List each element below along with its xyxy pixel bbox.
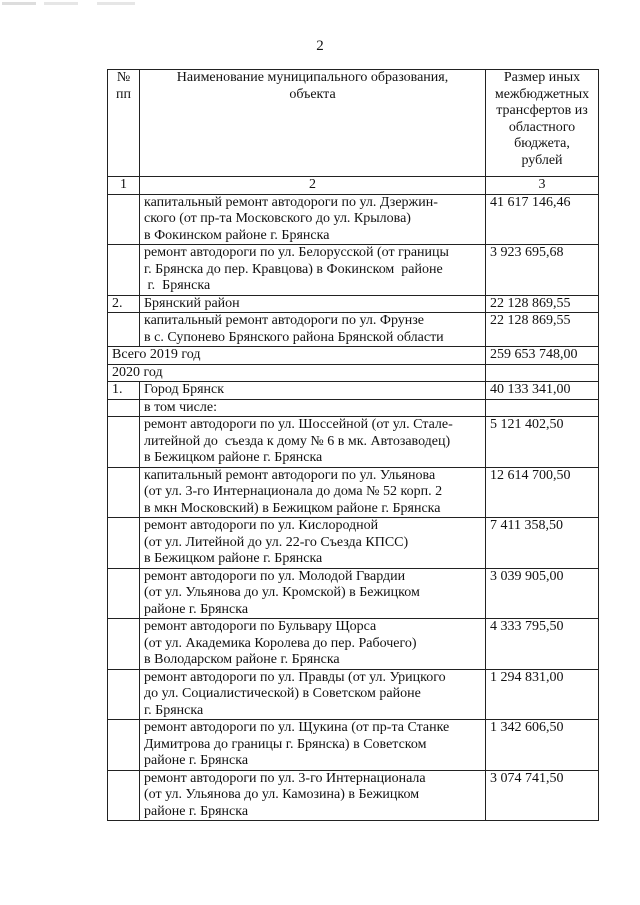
row-number-cell — [108, 619, 140, 670]
amount-cell: 41 617 146,46 — [486, 194, 599, 245]
object-name-line: Димитрова до границы г. Брянска) в Советском — [144, 736, 427, 752]
row-number-cell — [108, 245, 140, 296]
header-line: пп — [116, 86, 131, 102]
object-name-line: ремонт автодороги по ул. Белорусской (от границы — [144, 245, 449, 260]
object-name-line: г. Брянска — [144, 702, 204, 718]
header-line: областного — [508, 119, 576, 135]
header-line: бюджета, — [514, 136, 570, 151]
object-name-line: (от ул. Ульянова до ул. Камозина) в Бежицком — [144, 787, 420, 802]
table-row — [108, 417, 599, 468]
table-row — [108, 194, 599, 245]
object-name-line: Город Брянск — [144, 382, 225, 397]
table-row — [108, 399, 599, 417]
amount-cell: 5 121 402,50 — [486, 417, 599, 468]
object-name-line: до ул. Социалистической) в Советском районе — [144, 686, 421, 701]
object-name-line: районе г. Брянска — [144, 753, 249, 768]
amount-cell: 22 128 869,55 — [486, 295, 599, 313]
object-name-cell — [140, 245, 486, 296]
table-row — [108, 245, 599, 296]
amount-cell: 22 128 869,55 — [486, 313, 599, 347]
amount-cell: 3 039 905,00 — [486, 568, 599, 619]
table-row — [108, 669, 599, 720]
column-index-row — [108, 177, 599, 195]
table-row — [108, 364, 599, 382]
table-row — [108, 518, 599, 569]
object-name-line: (от ул. Литейной до ул. 22-го Съезда КПСС) — [144, 534, 409, 550]
header-line: трансфертов из — [496, 103, 588, 118]
object-name-cell — [140, 382, 486, 400]
header-line: рублей — [521, 152, 563, 168]
column-index-cell: 2 — [140, 177, 486, 195]
header-line: Наименование муниципального образования, — [176, 70, 449, 85]
amount-cell: 12 614 700,50 — [486, 467, 599, 518]
scan-artifact — [2, 2, 192, 5]
object-name-line: в Володарском районе г. Брянска — [144, 652, 340, 667]
object-name-line: районе г. Брянска — [144, 803, 249, 819]
amount-cell: 40 133 341,00 — [486, 382, 599, 400]
object-name-line: районе г. Брянска — [144, 601, 249, 617]
object-name-cell — [140, 194, 486, 245]
object-name-line: в Бежицком районе г. Брянска — [144, 450, 323, 465]
row-number-cell — [108, 568, 140, 619]
row-number-cell — [108, 417, 140, 468]
object-name-line: капитальный ремонт автодороги по ул. Ульянова — [144, 467, 436, 483]
object-name-cell — [140, 313, 486, 347]
column-index-cell: 3 — [486, 177, 599, 195]
object-name-cell — [140, 619, 486, 670]
object-name-cell — [140, 295, 486, 313]
object-name-line: ремонт автодороги по ул. Шоссейной (от ул. Стале- — [144, 417, 453, 432]
amount-cell: 3 923 695,68 — [486, 245, 599, 296]
amount-cell — [486, 364, 599, 382]
row-number-cell — [108, 518, 140, 569]
header-name-cell — [140, 70, 486, 177]
object-name-line: в мкн Московский) в Бежицком районе г. Брянска — [144, 500, 441, 516]
table-row — [108, 295, 599, 313]
object-name-line: ского (от пр-та Московского до ул. Крылова) — [144, 211, 411, 226]
row-number-cell — [108, 399, 140, 417]
object-name-line: (от ул. 3-го Интернационала до дома № 52 корп. 2 — [144, 484, 443, 499]
amount-cell: 1 342 606,50 — [486, 720, 599, 771]
object-name-cell — [140, 417, 486, 468]
amount-cell — [486, 399, 599, 417]
object-name-line: ремонт автодороги по ул. Молодой Гвардии — [144, 568, 406, 584]
table-body — [108, 70, 599, 821]
object-name-cell — [140, 467, 486, 518]
header-line: № — [116, 70, 131, 85]
header-line: Размер иных — [503, 70, 581, 85]
amount-cell: 7 411 358,50 — [486, 518, 599, 569]
object-name-cell — [140, 399, 486, 417]
object-name-line: в с. Супонево Брянского района Брянской области — [144, 329, 444, 345]
table-row — [108, 313, 599, 347]
table-row — [108, 770, 599, 821]
object-name-line: в том числе: — [144, 399, 217, 415]
table-row — [108, 467, 599, 518]
page-number: 2 — [316, 38, 324, 54]
column-index-cell: 1 — [108, 177, 140, 195]
object-name-line: ремонт автодороги по ул. 3-го Интернационала — [144, 770, 426, 786]
transfers-table — [107, 69, 599, 821]
object-name-line: Брянский район — [144, 295, 240, 311]
amount-cell: 4 333 795,50 — [486, 619, 599, 670]
amount-cell: 3 074 741,50 — [486, 770, 599, 821]
object-name-line: ремонт автодороги по Бульвару Щорса — [144, 619, 377, 634]
object-name-line: капитальный ремонт автодороги по ул. Фрунзе — [144, 313, 425, 328]
object-name-line: капитальный ремонт автодороги по ул. Дзержин- — [144, 194, 438, 210]
object-name-line: г. Брянска до пер. Кравцова) в Фокинском районе — [144, 261, 443, 277]
row-number-cell — [108, 720, 140, 771]
row-number-cell: 1. — [108, 382, 140, 400]
object-name-line: в Бежицком районе г. Брянска — [144, 551, 323, 566]
header-amount-cell — [486, 70, 599, 177]
object-name-line: (от ул. Академика Королева до пер. Рабочего) — [144, 635, 417, 651]
amount-cell: 259 653 748,00 — [486, 347, 599, 365]
object-name-cell — [140, 669, 486, 720]
object-name-line: г. Брянска — [144, 278, 211, 293]
object-name-line: ремонт автодороги по ул. Правды (от ул. Урицкого — [144, 669, 446, 685]
object-name-cell — [140, 720, 486, 771]
row-number-cell — [108, 313, 140, 347]
header-number-cell — [108, 70, 140, 177]
table-header-row — [108, 70, 599, 177]
row-number-cell — [108, 467, 140, 518]
row-number-cell — [108, 194, 140, 245]
object-name-cell — [140, 568, 486, 619]
table-row — [108, 347, 599, 365]
amount-cell: 1 294 831,00 — [486, 669, 599, 720]
header-line: межбюджетных — [494, 86, 590, 102]
object-name-line: литейной до съезда к дому № 6 в мк. Автозаводец) — [144, 433, 451, 449]
row-label-cell: 2020 год — [108, 364, 486, 382]
object-name-line: ремонт автодороги по ул. Кислородной — [144, 518, 379, 533]
row-number-cell — [108, 669, 140, 720]
object-name-line: (от ул. Ульянова до ул. Кромской) в Бежицком — [144, 585, 420, 600]
row-label-cell: Всего 2019 год — [108, 347, 486, 365]
object-name-line: ремонт автодороги по ул. Щукина (от пр-та Станке — [144, 720, 450, 735]
table-row — [108, 619, 599, 670]
object-name-cell — [140, 518, 486, 569]
header-line: объекта — [289, 86, 336, 102]
row-number-cell — [108, 770, 140, 821]
table-row — [108, 382, 599, 400]
object-name-line: в Фокинском районе г. Брянска — [144, 227, 330, 243]
table-row — [108, 720, 599, 771]
row-number-cell: 2. — [108, 295, 140, 313]
object-name-cell — [140, 770, 486, 821]
table-row — [108, 568, 599, 619]
